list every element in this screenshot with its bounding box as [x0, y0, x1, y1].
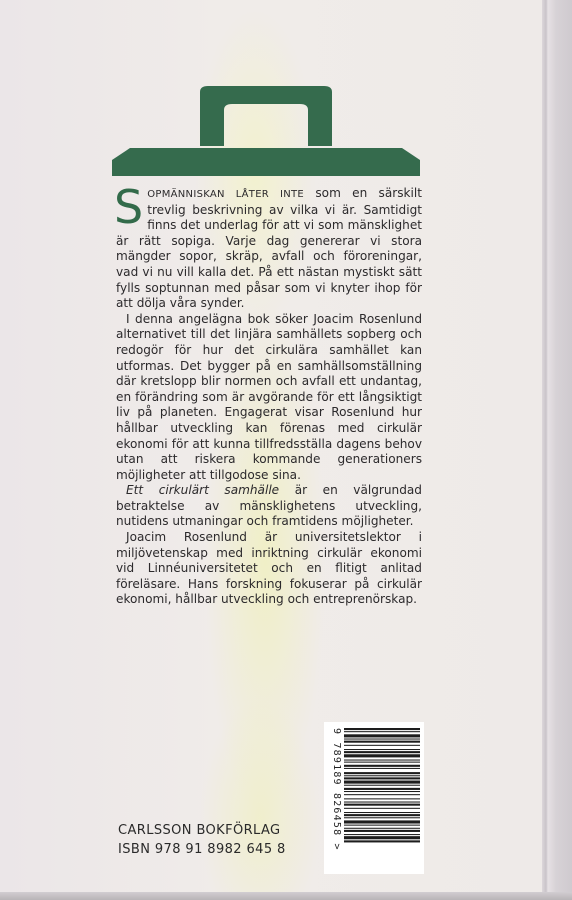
blurb-paragraph-3-text: är en välgrundad betraktelse av mänsklighetens utveckling, nutidens utmaningar och framtidens möjligheter. — [116, 483, 422, 529]
barcode-bar — [344, 741, 420, 743]
barcode-bar — [344, 834, 420, 835]
barcode-bar — [344, 802, 420, 803]
barcode-bar — [344, 836, 420, 839]
blurb-paragraph-1 — [114, 180, 423, 312]
publisher-name: CARLSSON BOKFÖRLAG — [118, 823, 281, 838]
spine-edge — [542, 0, 572, 900]
bottom-edge — [0, 892, 572, 900]
barcode-bar — [344, 734, 420, 737]
barcode-bar — [344, 828, 420, 829]
publisher-block — [118, 821, 286, 859]
barcode-bar — [344, 731, 420, 732]
barcode-digits: 9 789189 826458 > — [331, 728, 342, 851]
barcode-bar — [344, 777, 420, 779]
barcode-bar — [344, 762, 420, 763]
barcode-bar — [344, 772, 420, 774]
barcode-bar — [344, 785, 420, 786]
barcode-bar — [344, 728, 420, 730]
barcode-bar — [344, 817, 420, 818]
barcode-bar — [344, 765, 420, 767]
barcode-bar — [344, 814, 420, 816]
barcode-bar — [344, 798, 420, 799]
barcode-bar — [344, 781, 420, 784]
barcode-bar — [344, 751, 420, 753]
barcode-bar — [344, 745, 420, 746]
barcode-bar — [344, 754, 420, 757]
barcode-bar — [344, 768, 420, 769]
barcode-bar — [344, 760, 420, 761]
barcode-bar — [344, 830, 420, 832]
blurb-paragraph-1-text: som en särskilt trevlig beskrivning av vilka vi är. Samtidigt finns det underlag för att vi som mänsklighet är rätt sopiga. Varje dag genererar vi stora mängder sopor, skräp, avfall och föroreningar, vad vi nu vill kalla det. På ett nästan mystiskt sätt fylls soptunnan med påsar som vi knyter ihop för att dölja våra synder. — [116, 186, 423, 311]
isbn: ISBN 978 91 8982 645 8 — [118, 842, 286, 857]
barcode-bar — [344, 791, 420, 792]
barcode-bar — [344, 739, 420, 740]
barcode-bar — [344, 804, 420, 806]
author-bio: Joacim Rosenlund är universitetslektor i miljövetenskap med inriktning cirkulär ekonomi vid Linnéuniversitetet och en flitigt anlitad föreläsare. Hans forskning fokuserar på cirkulär ekonomi, hållbar utveckling och entreprenörskap. — [116, 530, 422, 607]
drop-cap: S — [114, 180, 144, 234]
barcode-bar — [344, 840, 420, 842]
barcode-bar — [344, 794, 420, 795]
barcode-bar — [344, 825, 420, 826]
lid-with-handle-icon — [112, 84, 420, 176]
blurb-paragraph-2: I denna angelägna bok söker Joacim Rosenlund alternativet till det linjära samhällets sopberg och redogör för hur det cirkulära samhället kan utformas. Det bygger på en samhällsomställning där kretslopp blir normen och avfall ett undantag, en förändring som är avgörande för ett långsiktigt liv på planeten. Engagerat visar Rosenlund hur hållbar utveckling kan förenas med cirkulär ekonomi för att kunna tillfredsställa dagens behov utan att riskera kommande generationers möjligheter att tillgodose sina. — [116, 311, 422, 482]
barcode-bar — [344, 820, 420, 823]
blurb-paragraph-3 — [116, 483, 422, 530]
barcode-bar — [344, 775, 420, 776]
barcode-bar — [344, 808, 420, 809]
barcode-bar — [344, 749, 420, 750]
blurb-text — [114, 180, 423, 608]
book-title-inline: Ett cirkulärt samhälle — [126, 483, 280, 498]
barcode-bar — [344, 812, 420, 813]
barcode-bar — [344, 788, 420, 790]
blurb-lead-in: OPMÄNNISKAN LÅTER INTE — [147, 189, 305, 200]
